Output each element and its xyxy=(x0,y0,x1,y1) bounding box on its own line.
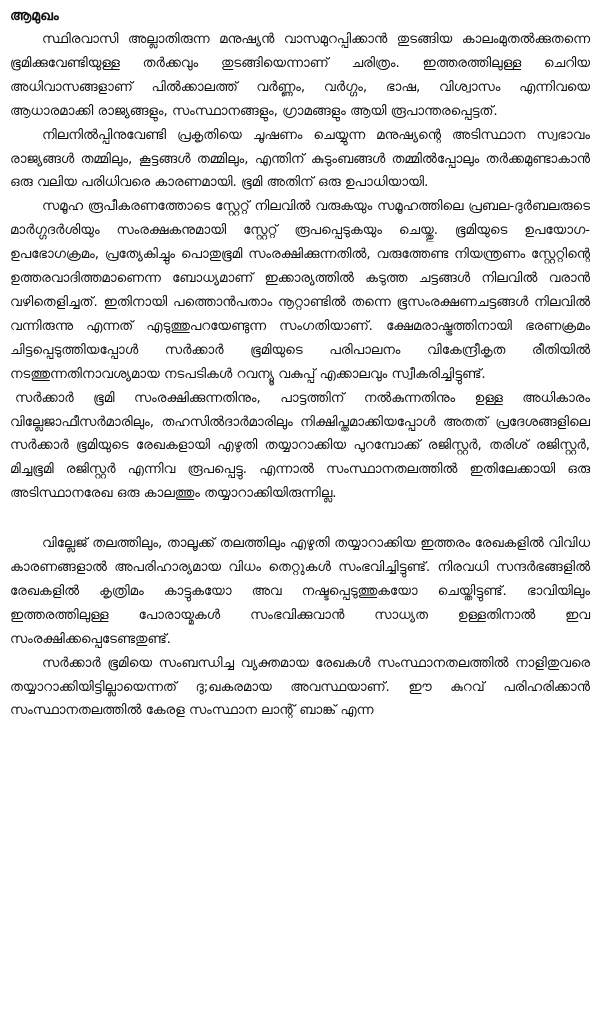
paragraph-6: സർക്കാർ ഭൂമിയെ സംബന്ധിച്ച വ്യക്തമായ രേഖകൾ സംസ്ഥാനതലത്തിൽ നാളിതുവരെ തയ്യാറാക്കിയിട്ടില്ലായെന്നത് ദു;ഖകരമായ അവസ്ഥയാണ്. ഈ കുറവ് പരിഹരിക്കാൻ സംസ്ഥാനതലത്തിൽ കേരള സംസ്ഥാന ലാന്റ് ബാങ്ക് എന്ന xyxy=(10,655,590,719)
document-page xyxy=(10,4,590,723)
paragraph-3: സമൂഹ രൂപീകരണത്തോടെ സ്റ്റേറ്റ് നിലവിൽ വരുകയും സമൂഹത്തിലെ പ്രബല-ദുർബലരുടെ മാർഗ്ഗദർശിയും സംരക്ഷകനുമായി സ്റ്റേറ്റ് രൂപപ്പെടുകയും ചെയ്തു. ഭൂമിയുടെ ഉപയോഗ-ഉപഭോഗക്രമം, പ്രത്യേകിച്ചും പൊതുഭൂമി സംരക്ഷിക്കുന്നതിൽ, വരുത്തേണ്ട നിയന്ത്രണം സ്റ്റേറ്റിന്റെ ഉത്തരവാദിത്തമാണെന്ന ബോധ്യമാണ് ഇക്കാര്യത്തിൽ കടുത്ത ചട്ടങ്ങൾ നിലവിൽ വരാൻ വഴിതെളിച്ചത്. ഇതിനായി പത്തൊൻപതാം നൂറ്റാണ്ടിൽ തന്നെ ഭൂസംരക്ഷണചട്ടങ്ങൾ നിലവിൽ വന്നിരുന്നു എന്നത് എടുത്തുപറയേണ്ടുന്ന സംഗതിയാണ്. ക്ഷേമരാഷ്ട്രത്തിനായി ഭരണക്രമം ചിട്ടപ്പെടുത്തിയപ്പോൾ സർക്കാർ ഭൂമിയുടെ പരിപാലനം വികേന്ദ്രീകൃത രീതിയിൽ നടത്തുന്നതിനാവശ്യമായ നടപടികൾ റവന്യൂ വകുപ്പ് എക്കാലവും സ്വീകരിച്ചിട്ടുണ്ട്. xyxy=(10,199,590,382)
paragraph-5: വില്ലേജ് തലത്തിലും, താലൂക്ക് തലത്തിലും എഴുതി തയ്യാറാക്കിയ ഇത്തരം രേഖകളിൽ വിവിധ കാരണങ്ങളാൽ അപരിഹാര്യമായ വിധം തെറ്റുകൾ സംഭവിച്ചിട്ടുണ്ട്. നിരവധി സന്ദർഭങ്ങളിൽ രേഖകളിൽ കൃത്രിമം കാട്ടുകയോ അവ നഷ്ടപ്പെടുത്തുകയോ ചെയ്തിട്ടുണ്ട്. ഭാവിയിലും ഇത്തരത്തിലുള്ള പോരായ്മകൾ സംഭവിക്കുവാൻ സാധ്യത ഉള്ളതിനാൽ ഇവ സംരക്ഷിക്കപ്പെടേണ്ടതുണ്ട്. xyxy=(10,536,590,647)
paragraph-4: സർക്കാർ ഭൂമി സംരക്ഷിക്കുന്നതിനും, പാട്ടത്തിന് നൽകുന്നതിനും ഉള്ള അധികാരം വില്ലേജാഫീസർമാരിലും, തഹസിൽദാർമാരിലും നിക്ഷിപ്തമാക്കിയപ്പോൾ അതത് പ്രദേശങ്ങളിലെ സർക്കാർ ഭൂമിയുടെ രേഖകളായി എഴുതി തയ്യാറാക്കിയ പുറമ്പോക്ക് രജിസ്റ്റർ, തരിശ് രജിസ്റ്റർ, മിച്ചഭൂമി രജിസ്റ്റർ എന്നിവ രൂപപ്പെട്ടു. എന്നാൽ സംസ്ഥാനതലത്തിൽ ഇതിലേക്കായി ഒരു അടിസ്ഥാനരേഖ ഒരു കാലത്തും തയ്യാറാക്കിയിരുന്നില്ല. xyxy=(10,390,590,502)
paragraph-gap xyxy=(10,506,590,532)
document-heading: ആമുഖം xyxy=(10,8,59,24)
paragraph-2: നിലനിൽപ്പിനുവേണ്ടി പ്രകൃതിയെ ചൂഷണം ചെയ്യുന്ന മനുഷ്യന്റെ അടിസ്ഥാന സ്വഭാവം രാജ്യങ്ങൾ തമ്മിലും, കൂട്ടങ്ങൾ തമ്മിലും, എന്തിന് കുടുംബങ്ങൾ തമ്മിൽപ്പോലും തർക്കമുണ്ടാകാൻ ഒരു വലിയ പരിധിവരെ കാരണമായി. ഭൂമി അതിന് ഒരു ഉപാധിയായി. xyxy=(10,127,590,191)
paragraph-1: സ്ഥിരവാസി അല്ലാതിരുന്ന മനുഷ്യൻ വാസമുറപ്പിക്കാൻ തുടങ്ങിയ കാലംമുതൽക്കുതന്നെ ഭൂമിക്കുവേണ്ടിയുള്ള തർക്കവും തുടങ്ങിയെന്നാണ് ചരിത്രം. ഇത്തരത്തിലുള്ള ചെറിയ അധിവാസങ്ങളാണ് പിൽക്കാലത്ത് വർണ്ണം, വർഗ്ഗം, ഭാഷ, വിശ്വാസം എന്നിവയെ ആധാരമാക്കി രാജ്യങ്ങളും, സംസ്ഥാനങ്ങളും, ഗ്രാമങ്ങളും ആയി രൂപാന്തരപ്പെട്ടത്. xyxy=(10,32,590,119)
